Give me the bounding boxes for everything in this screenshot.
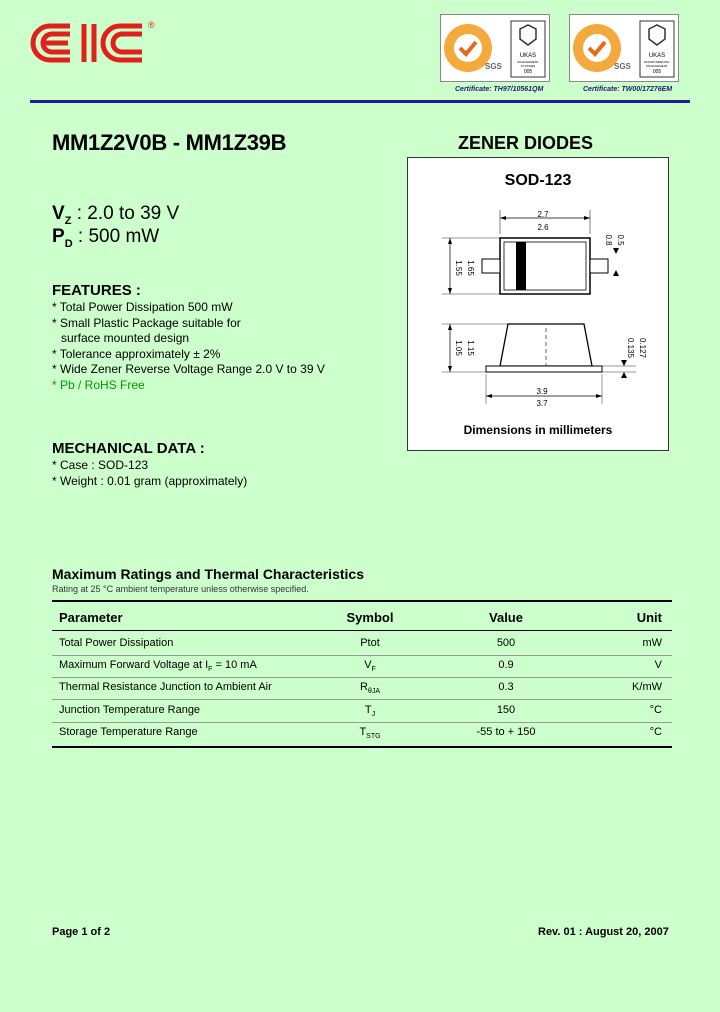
page-title: MM1Z2V0B - MM1Z39B [52, 130, 287, 155]
list-item: * Small Plastic Package suitable for [52, 315, 241, 330]
ukas-label: UKAS [519, 53, 537, 59]
dim-label: 0.135 [626, 337, 635, 359]
ukas-code: 005 [523, 69, 533, 75]
dim-label: 3.7 [536, 399, 548, 408]
ukas-code: 005 [652, 69, 662, 75]
revision-date: Rev. 01 : August 20, 2007 [538, 926, 669, 938]
certificate-badge-2 [569, 14, 679, 82]
certificate-caption-2: Certificate: TW00/17276EM [583, 86, 673, 93]
table-header [52, 606, 672, 628]
package-name: SOD-123 [504, 172, 572, 189]
mechanical-heading: MECHANICAL DATA : [52, 440, 205, 457]
package-body [500, 238, 590, 294]
package-side-leads [486, 366, 602, 372]
spec-vz: $V_Z$ : 2.0 to 39 V [52, 203, 180, 227]
header-rule [30, 100, 690, 103]
table-row: Storage Temperature Range $T_{STG}$ -55 to + 150 °C [59, 726, 662, 741]
lead-left [482, 259, 500, 273]
header-parameter: Parameter [59, 610, 123, 625]
ukas-label: UKAS [648, 53, 666, 59]
list-item: * Wide Zener Reverse Voltage Range 2.0 V to 39 V [52, 362, 325, 376]
dim-label: 1.65 [466, 260, 475, 276]
mechanical-list [52, 458, 247, 489]
dim-label: 1.15 [466, 340, 475, 356]
pb-free-item: * Pb / RoHS Free [52, 377, 145, 392]
package-drawing [408, 158, 668, 450]
lead-right [590, 259, 608, 273]
dim-label: 2.6 [537, 223, 549, 232]
sgs-label: SGS [614, 62, 631, 71]
features-heading: FEATURES : [52, 282, 141, 299]
dim-label: 3.9 [536, 387, 548, 396]
dimensions-caption: Dimensions in millimeters [463, 423, 613, 437]
table-row: Maximum Forward Voltage at $I_F = 10$ mA $V_F$ 0.9 V [59, 659, 662, 674]
dim-label: 0.5 [616, 234, 625, 246]
dim-label: 0.127 [638, 337, 647, 359]
ukas-sub: MANAGEMENT SYSTEMS [517, 60, 539, 68]
ukas-sub: ENVIRONMENTAL MANAGEMENT [644, 60, 670, 68]
spec-pd: $P_D$ : 500 mW [52, 226, 160, 250]
list-item: * Tolerance approximately ± 2% [52, 346, 221, 361]
features-list [52, 300, 325, 393]
certificate-caption-1: Certificate: TH97/10561QM [455, 86, 544, 93]
table-row: Thermal Resistance Junction to Ambient Air $R_{\theta JA}$ 0.3 K/mW [59, 681, 662, 696]
dim-label: 0.8 [604, 234, 613, 246]
header-symbol: Symbol [346, 610, 394, 625]
cathode-band [516, 242, 526, 290]
table-row: Total Power Dissipation Ptot 500 mW [59, 637, 662, 649]
dim-label: 1.55 [454, 260, 463, 276]
ratings-title: Maximum Ratings and Thermal Characteristics [52, 566, 364, 582]
list-item: * Weight : 0.01 gram (approximately) [52, 473, 248, 488]
dim-label: 1.05 [454, 340, 463, 356]
ratings-note: Rating at 25 °C ambient temperature unless otherwise specified. [52, 584, 309, 594]
package-diagram [407, 157, 669, 451]
page-number: Page 1 of 2 [52, 926, 111, 938]
page-subtitle: ZENER DIODES [458, 133, 594, 153]
list-item: * Total Power Dissipation 500 mW [52, 300, 233, 314]
header-value: Value [489, 610, 523, 625]
header-unit: Unit [636, 610, 662, 625]
registered-mark: ® [148, 20, 155, 30]
list-item: surface mounted design [61, 331, 190, 345]
list-item: * Case : SOD-123 [52, 458, 149, 472]
sgs-label: SGS [485, 62, 502, 71]
table-row: Junction Temperature Range $T_J$ 150 °C [59, 704, 662, 719]
eic-logo [30, 18, 165, 68]
dim-label: 2.7 [537, 210, 549, 219]
certificate-badge-1 [440, 14, 550, 82]
